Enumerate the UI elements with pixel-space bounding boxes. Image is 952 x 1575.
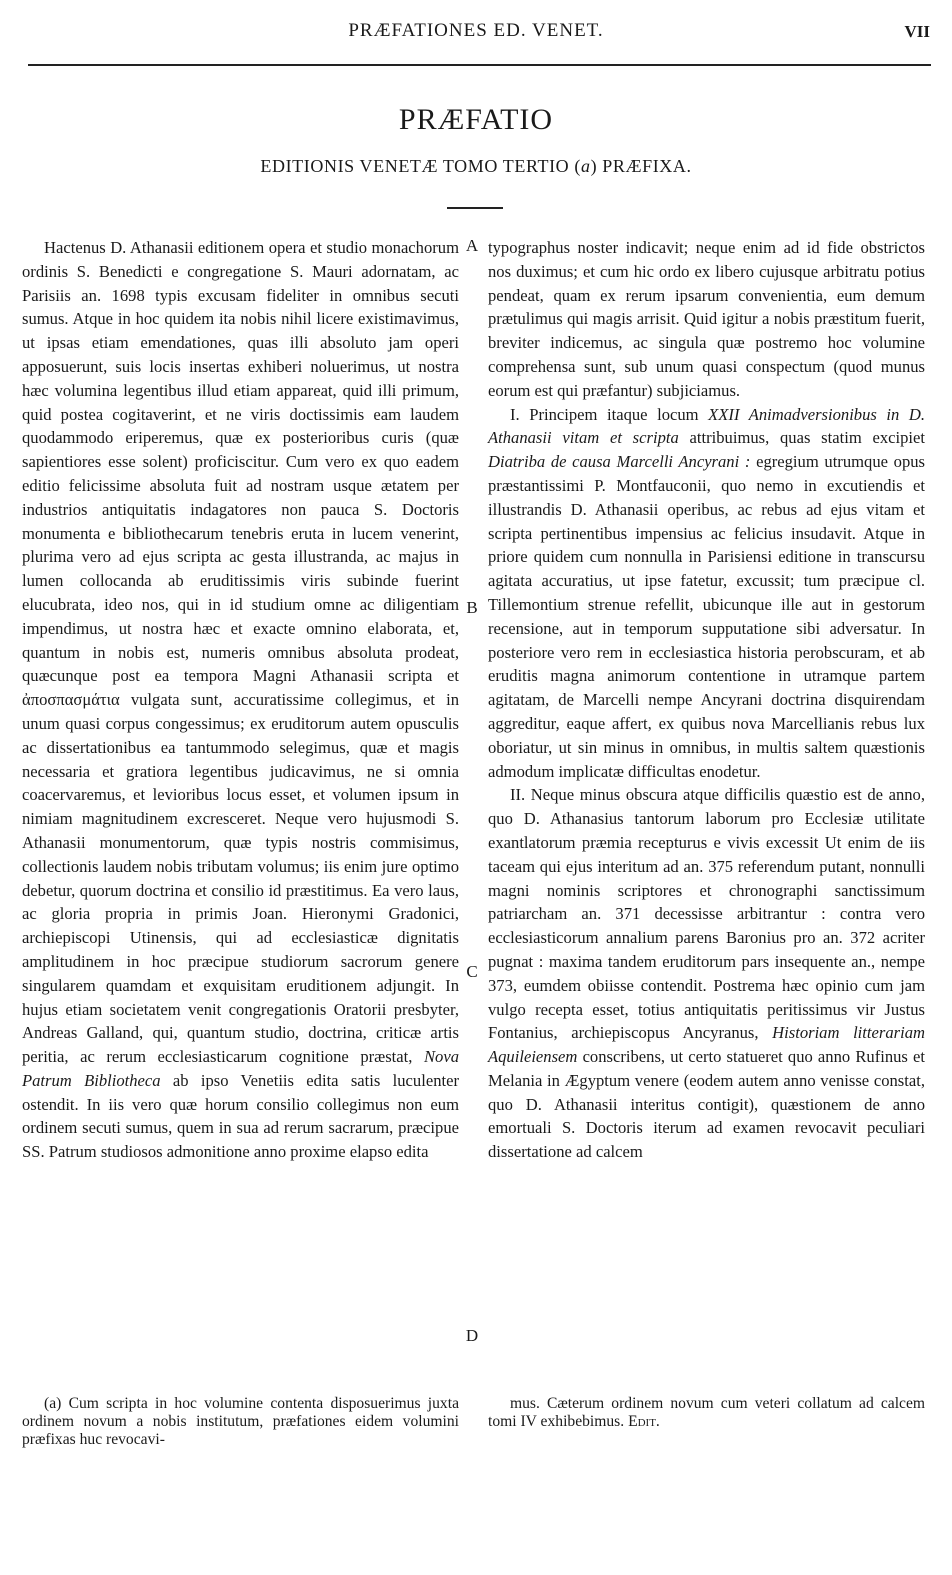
greek-word: ἀποσπασμάτια bbox=[22, 690, 120, 710]
text-run: conscribens, ut certo statueret quo anno Rufinus et Melania in Ægyptum venere (eodem autem anno venisse constat, quo D. Athanasii interitus contigit), quæstionem de anno emortuali S. Doctoris iterum ad examen revocavit peculiari dissertatione ad calcem bbox=[488, 1047, 925, 1162]
title-rule bbox=[447, 207, 503, 209]
text-run: attribuimus, quas statim excipiet bbox=[689, 428, 925, 448]
paragraph-section-1 bbox=[488, 403, 925, 784]
italic-title: Diatriba de causa Marcelli Ancyrani : bbox=[488, 452, 751, 472]
page-subtitle bbox=[0, 156, 952, 177]
right-column bbox=[488, 236, 925, 1164]
text-run: II. Neque minus obscura atque difficilis quæstio est de anno, quo D. Athanasius tantorum laborum pro Ecclesiæ utilitate exantlatorum præmia recepturus e vivis excessit Ut enim de iis taceam qui ejus interitum ad an. 375 referendum putant, nonnulli magni nominis scriptores et chronographi sanctissimum patriarcham an. 371 decessisse arbitrantur : contra vero ecclesiasticorum annalium parens Baronius pro an. 372 acriter pugnat : maxima tandem eruditorum pars insequente an., nempe 373, eumdem obiisse contendit. Postrema hæc opinio cum jam vulgo recepta esset, totius antiquitatis peritissimus vir Justus Fontanius, archiepiscopus Ancyranus, bbox=[488, 785, 925, 1043]
paragraph-continued: typographus noster indicavit; neque enim ad id fide obstrictos nos duximus; et cum hic ordo ex libero cujusque arbitratu potius pendeat, quam ex rerum ipsarum convenientia, eum demum prætulimus qui magis arrisit. Quid igitur a nobis præstitum fuerit, breviter indicemus, ac singula quæ postremo hoc volumine comprehensa sunt, sub unum quasi conspectum (quod munus eorum est qui præfantur) subjiciamus. bbox=[488, 238, 925, 400]
header-rule bbox=[28, 64, 931, 66]
italic-title: XXII Animadversionibus in D. Athanasii vitam et scripta bbox=[488, 404, 925, 448]
italic-title: Historiam litterariam Aquileiensem bbox=[488, 1023, 925, 1067]
left-column bbox=[22, 236, 459, 1164]
footnote-ref: a bbox=[580, 156, 591, 176]
page-number: VII bbox=[904, 22, 930, 41]
margin-marker-b: B bbox=[466, 598, 478, 617]
text-run: vulgata sunt, accuratissime collegimus, et in unum quasi corpus congessimus; ex eruditorum autem opusculis ac dissertationibus ea tantummodo selegimus, quæ et magis necessaria et gratiora legentibus judicavimus, ne si omnia coacervaremus, et levioribus locus esset, et volumen ipsum in nimiam magnitudinem excresceret. Neque vero hujusmodi S. Athanasii monumentorum, quæ typis nostris commisimus, collectionis laudem nobis tributam volumus; iis enim jure optimo debetur, quorum doctrina et consilio id præstitimus. Ea vero laus, ac gloria propria in primis Joan. Hieronymi Gradonici, archiepiscopi Utinensis, qui ad ecclesiasticæ dignitatis amplitudinem in hoc præcipue studiorum sacrorum genere singularem quamdam et exquisitam eruditionem adjungit. In hujus etiam societatem venit congregationis Oratorii presbyter, Andreas Galland, qui, quantum studio, doctrina, criticæ artis peritia, ac rerum ecclesiasticarum cognitione præstat, bbox=[22, 690, 459, 1067]
text-run: ab ipso Venetiis edita satis luculenter ostendit. In iis vero quæ horum consilio collegimus non eum ordinem secuti sumus, quem in sua ad rerum sacrarum, præcipue SS. Patrum studiosos admonitione anno proxime elapso edita bbox=[22, 1070, 459, 1162]
text-run: I. Principem itaque locum bbox=[510, 404, 699, 424]
margin-marker-c: C bbox=[466, 962, 478, 981]
footnote-text: (a) Cum scripta in hoc volumine contenta disposuerimus juxta ordinem novum a nobis institutum, præfationes eidem volumini præfixas huc revocavi- bbox=[22, 1395, 459, 1448]
footnote-continued bbox=[488, 1395, 925, 1431]
text-run: mus. Cæterum ordinem novum cum veteri collatum ad calcem tomi IV exhibebimus. bbox=[488, 1395, 925, 1430]
italic-title: Nova Patrum Bibliotheca bbox=[22, 1047, 459, 1090]
paragraph-section-2 bbox=[488, 783, 925, 1164]
page-title: PRÆFATIO bbox=[398, 103, 554, 136]
text-run: egregium utrumque opus præstantissimi P. Montfauconii, quo nemo in excutiendis et illustrandis D. Athanasii operibus, ac rebus ad ejus vitam et scripta pertinentibus impensius ac felicius insudavit. Atque in priore quidem cum nonnulla in Parisiensi editione in transcursu agitata accuratius, ut ipse fatetur, excussit; tum præcipue cl. Tillemontium strenue refellit, ubicunque ille aut in gestorum recensione, aut in temporum supputatione sibi adversatur. In posteriore vero rem in ecclesiastica historia perobscuram, et ab eruditis magna animorum contentione in utramque partem agitatam, de Marcelli nempe Ancyrani doctrina disquirendam aggreditur, eaque affert, ex quibus nova Marcellianis rebus lux oboriatur, ut sin minus in omnibus, in multis saltem quæstionis admodum implicatæ difficultas enodetur. bbox=[488, 452, 926, 781]
footnote-left bbox=[22, 1395, 459, 1449]
footnote-right bbox=[488, 1395, 925, 1431]
text-run: Hactenus D. Athanasii editionem opera et studio monachorum ordinis S. Benedicti e congregatione S. Mauri adornatam, ac Parisiis an. 1698 typis excusam fideliter in omnibus secuti sumus. Atque in hoc quidem ita nobis nihil licere existimavimus, ut ipsas etiam emendationes, quas illi absoluto jam operi apposuerunt, suis locis insertas exhiberi noluerimus, ut nostra hæc volumina legentibus illud etiam appareat, quid illi primum, quid postea cogitaverint, et ne viris doctissimis eam laudem quodammodo eriperemus, quæ ex posterioribus curis (quæ sapientiores esse solent) proficiscitur. Cum vero ex quo eadem editio felicissime absoluta fuit ad nostram usque ætatem per industrios antiquitatis indagatores non pauca S. Doctoris monumenta e bibliothecarum tenebris eruta in lucem venerint, plurima vero ad ejus scripta ac gesta illustranda, ac majus in lumen collocanda ab eruditissimis viris subinde fuerint elucubrata, ideo nos, qui in id studium omne ac diligentiam impendimus, ut nostra hæc et exacte omnino elaborata, et, quantum in nobis est, numeris omnibus absoluta prodeat, quæcunque post ea tempora Magni Athanasii scripta et bbox=[22, 238, 459, 686]
running-head-title: PRÆFATIONES ED. VENET. bbox=[348, 20, 604, 41]
running-head bbox=[0, 18, 952, 48]
margin-marker-a: A bbox=[465, 236, 479, 255]
subtitle-before: EDITIONIS VENETÆ TOMO TERTIO ( bbox=[260, 156, 581, 176]
editor-signature: Edit. bbox=[628, 1413, 660, 1430]
margin-marker-d: D bbox=[465, 1326, 479, 1345]
paragraph-intro bbox=[22, 236, 459, 1164]
subtitle-after: ) PRÆFIXA. bbox=[590, 156, 692, 176]
